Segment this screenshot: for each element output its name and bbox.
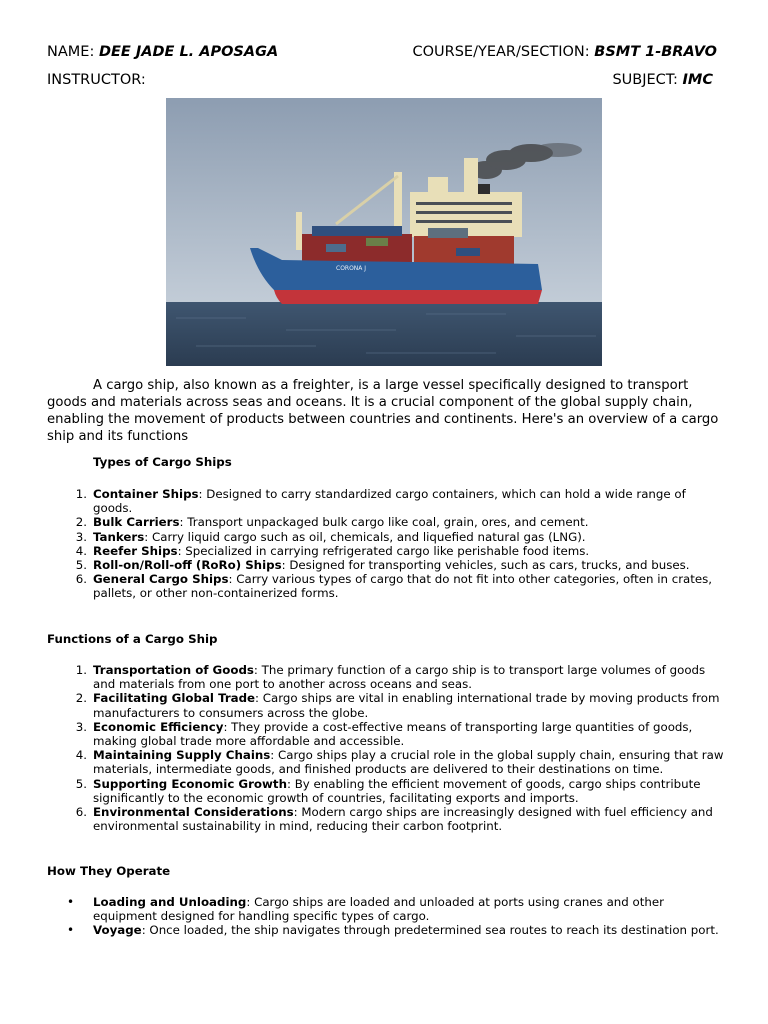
operate-list [67,895,725,938]
course-value: BSMT 1-BRAVO [594,44,717,60]
item-term: Environmental Considerations [93,805,294,820]
item-text: : Designed to carry standardized cargo containers, which can hold a wide range of goods. [93,487,686,516]
list-item [75,691,725,720]
item-term: Supporting Economic Growth [93,776,287,791]
item-term: Roll-on/Roll-off (RoRo) Ships [93,558,282,573]
item-text: : Transport unpackaged bulk cargo like coal, grain, ores, and cement. [179,515,589,530]
types-list [75,487,725,601]
operate-heading: How They Operate [47,864,171,878]
item-number: 3. [75,529,87,544]
item-number: 1. [75,663,87,677]
types-heading: Types of Cargo Ships [93,455,232,469]
item-text: : Designed for transporting vehicles, such as cars, trucks, and buses. [281,558,690,573]
item-number: 3. [75,719,87,734]
instructor-line [47,71,146,89]
list-item [75,487,725,516]
item-term: Facilitating Global Trade [93,691,256,706]
list-item [75,776,725,805]
item-number: 4. [75,543,87,558]
bullet-icon: • [67,923,75,938]
item-term: Transportation of Goods [93,663,254,677]
item-text: : Specialized in carrying refrigerated cargo like perishable food items. [177,543,590,558]
list-item [75,543,725,558]
item-number: 1. [75,487,87,501]
item-term: Tankers [93,529,145,544]
list-item [75,572,725,601]
item-number: 2. [75,515,87,530]
course-line [413,43,718,61]
item-text: : Cargo ships are loaded and unloaded at ports using cranes and other equipment designed for handling specific types of cargo. [93,895,664,924]
list-item [75,663,725,692]
list-item [75,529,725,544]
item-term: Economic Efficiency [93,719,224,734]
item-number: 4. [75,748,87,763]
item-number: 6. [75,805,87,820]
subject-label: SUBJECT: [612,72,683,88]
intro-paragraph [47,377,723,445]
item-term: Reefer Ships [93,543,178,558]
functions-heading: Functions of a Cargo Ship [47,632,218,646]
intro-text: A cargo ship, also known as a freighter, is a large vessel specifically designed to transport goods and materials across seas and oceans. It is a crucial component of the global supply chain, enabling the movement of products between countries and continents. Here's an overview of a cargo ship and its functions [47,378,719,444]
item-term: Container Ships [93,487,199,501]
cargo-ship-photo [166,98,602,366]
name-label: NAME: [47,44,99,60]
list-item [75,515,725,530]
list-item [75,719,725,749]
item-number: 5. [75,558,87,573]
item-text: : They provide a cost-effective means of transporting large quantities of goods, making global trade more affordable and accessible. [93,719,693,749]
name-value: DEE JADE L. APOSAGA [98,44,279,60]
item-text: : The primary function of a cargo ship is to transport large volumes of goods and materials from one port to another across oceans and seas. [93,663,706,692]
list-item [67,895,725,924]
item-number: 2. [75,691,87,706]
item-text: : Carry various types of cargo that do not fit into other categories, often in crates, pallets, or other non-containerized forms. [93,572,713,601]
item-number: 6. [75,572,87,587]
item-number: 5. [75,776,87,791]
list-item [75,558,725,573]
item-text: : Modern cargo ships are increasingly designed with fuel efficiency and environmental sustainability in mind, reducing their carbon footprint. [93,805,713,834]
instructor-label: INSTRUCTOR: [47,72,146,88]
ship-hull-lettering: CORONA J [336,265,367,272]
list-item [75,805,725,834]
student-name-line [47,43,278,61]
item-text: : Once loaded, the ship navigates through predetermined sea routes to reach its destination port. [141,923,719,938]
item-text: : Cargo ships are vital in enabling international trade by moving products from manufacturers to consumers across the globe. [93,691,720,720]
item-term: General Cargo Ships [93,572,229,587]
subject-line [612,71,713,89]
course-label: COURSE/YEAR/SECTION: [412,44,595,60]
item-text: : Carry liquid cargo such as oil, chemicals, and liquefied natural gas (LNG). [144,529,586,544]
item-term: Loading and Unloading [93,895,247,909]
functions-list [75,663,725,834]
subject-value: IMC [682,72,713,88]
bullet-icon: • [67,895,75,909]
item-term: Voyage [93,923,142,938]
list-item [75,748,725,777]
item-term: Bulk Carriers [93,515,180,530]
item-text: : By enabling the efficient movement of goods, cargo ships contribute significantly to the economic growth of countries, facilitating exports and imports. [93,776,701,805]
item-term: Maintaining Supply Chains [93,748,271,763]
item-text: : Cargo ships play a crucial role in the global supply chain, ensuring that raw materials, intermediate goods, and finished products are delivered to their destinations on time. [93,748,724,777]
list-item [67,923,725,938]
